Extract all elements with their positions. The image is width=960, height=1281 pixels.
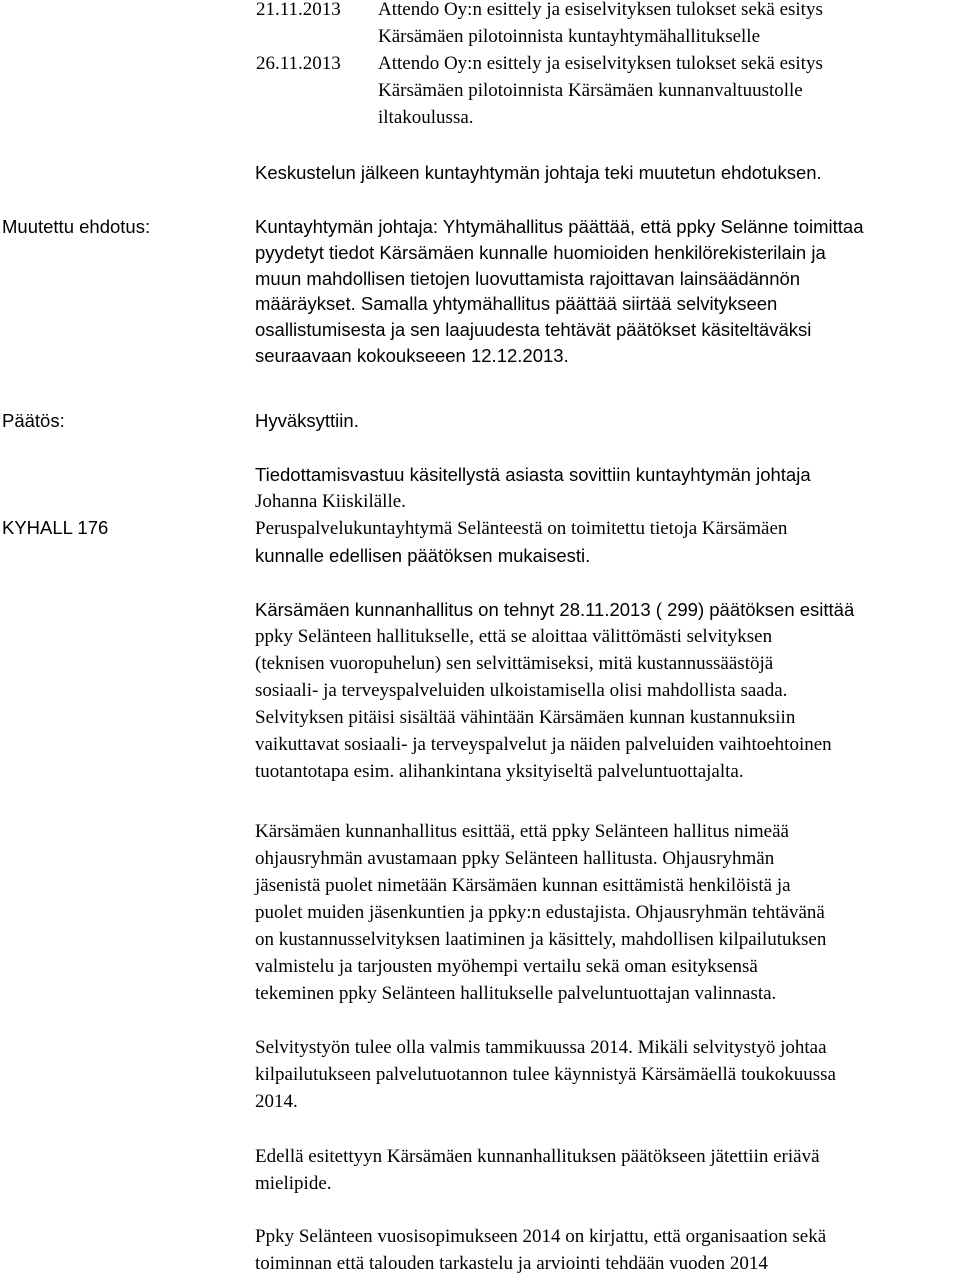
paragraph-line: on kustannusselvityksen laatiminen ja käsittely, mahdollisen kilpailutuksen: [255, 929, 827, 950]
amended-proposal-text: [255, 214, 955, 369]
paragraph-line: Tiedottamisvastuu käsitellystä asiasta sovittiin kuntayhtymän johtaja: [255, 464, 811, 485]
paragraph-line: kilpailutukseen palvelutuotannon tulee käynnistyä Kärsämäellä toukokuussa: [255, 1064, 836, 1085]
schedule-text-2-line-3: iltakoulussa.: [378, 107, 474, 128]
paragraph-line: (teknisen vuoropuhelun) sen selvittämiseksi, mitä kustannussäästöjä: [255, 653, 774, 674]
amended-proposal-line: seuraavaan kokoukseeen 12.12.2013.: [255, 344, 569, 366]
paragraph-line: Ppky Selänteen vuosisopimukseen 2014 on kirjattu, että organisaation sekä: [255, 1226, 827, 1247]
paragraph-line: 2014.: [255, 1091, 298, 1112]
schedule-text-1-line-2: Kärsämäen pilotoinnista kuntayhtymähallitukselle: [378, 26, 761, 47]
decision-label: Päätös:: [2, 410, 65, 431]
schedule-date-2: 26.11.2013: [256, 53, 341, 74]
amended-proposal-line: pyydetyt tiedot Kärsämäen kunnalle huomioiden henkilörekisterilain ja: [255, 241, 826, 263]
paragraph-steering-group: [255, 818, 955, 1007]
paragraph-schedule-2014: [255, 1034, 955, 1115]
paragraph-line: Kärsämäen kunnanhallitus esittää, että ppky Selänteen hallitus nimeää: [255, 821, 789, 842]
decision-text: Hyväksyttiin.: [255, 410, 359, 431]
paragraph-notification: [255, 461, 955, 569]
paragraph-municipal-board-decision: [255, 596, 955, 785]
schedule-text-1-line-1: Attendo Oy:n esittely ja esiselvityksen tulokset sekä esitys: [378, 0, 823, 20]
paragraph-line: mielipide.: [255, 1173, 332, 1194]
paragraph-line: kunnalle edellisen päätöksen mukaisesti.: [255, 545, 591, 566]
paragraph-line: Selvityksen pitäisi sisältää vähintään Kärsämäen kunnan kustannuksiin: [255, 707, 796, 728]
schedule-date-1: 21.11.2013: [256, 0, 341, 20]
paragraph-line: puolet muiden jäsenkuntien ja ppky:n edustajista. Ohjausryhmän tehtävänä: [255, 902, 825, 923]
paragraph-annual-agreement: [255, 1223, 955, 1277]
amended-proposal-label: Muutettu ehdotus:: [2, 216, 151, 237]
paragraph-dissenting-opinion: [255, 1143, 955, 1197]
paragraph-line: Johanna Kiiskilälle.: [255, 491, 406, 512]
paragraph-line: Selvitystyön tulee olla valmis tammikuussa 2014. Mikäli selvitystyö johtaa: [255, 1037, 827, 1058]
amended-proposal-line: määräykset. Samalla yhtymähallitus päättää siirtää selvitykseen: [255, 293, 778, 315]
amended-proposal-line: muun mahdollisen tietojen luovuttamista rajoittavan lainsäädännön: [255, 267, 801, 289]
paragraph-line: Edellä esitettyyn Kärsämäen kunnanhallituksen päätökseen jätettiin eriävä: [255, 1146, 820, 1167]
amended-proposal-line: Kuntayhtymän johtaja: Yhtymähallitus päättää, että ppky Selänne toimittaa: [255, 216, 864, 237]
paragraph-line: vaikuttavat sosiaali- ja terveyspalvelut ja näiden palveluiden vaihtoehtoinen: [255, 734, 832, 755]
paragraph-line: ppky Selänteen hallitukselle, että se aloittaa välittömästi selvityksen: [255, 626, 773, 647]
item-number-label: KYHALL 176: [2, 517, 109, 538]
paragraph-line: valmistelu ja tarjousten myöhempi vertailu sekä oman esityksensä: [255, 956, 758, 977]
schedule-text-2-line-2: Kärsämäen pilotoinnista Kärsämäen kunnanvaltuustolle: [378, 80, 803, 101]
paragraph-line: ohjausryhmän avustamaan ppky Selänteen hallitusta. Ohjausryhmän: [255, 848, 775, 869]
paragraph-line: jäsenistä puolet nimetään Kärsämäen kunnan esittämistä henkilöistä ja: [255, 875, 791, 896]
paragraph-line: Peruspalvelukuntayhtymä Selänteestä on toimitettu tietoja Kärsämäen: [255, 518, 788, 539]
discussion-note: Keskustelun jälkeen kuntayhtymän johtaja teki muutetun ehdotuksen.: [255, 162, 822, 183]
paragraph-line: toiminnan että talouden tarkastelu ja arviointi tehdään vuoden 2014: [255, 1253, 768, 1274]
paragraph-line: Kärsämäen kunnanhallitus on tehnyt 28.11.2013 ( 299) päätöksen esittää: [255, 599, 855, 620]
paragraph-line: sosiaali- ja terveyspalveluiden ulkoistamisella olisi mahdollista saada.: [255, 680, 788, 701]
schedule-text-2-line-1: Attendo Oy:n esittely ja esiselvityksen tulokset sekä esitys: [378, 53, 823, 74]
amended-proposal-line: osallistumisesta ja sen laajuudesta tehtävät päätökset käsiteltäväksi: [255, 319, 812, 341]
paragraph-line: tekeminen ppky Selänteen hallitukselle palveluntuottajan valinnasta.: [255, 983, 777, 1004]
paragraph-line: tuotantotapa esim. alihankintana yksityiseltä palveluntuottajalta.: [255, 761, 744, 782]
